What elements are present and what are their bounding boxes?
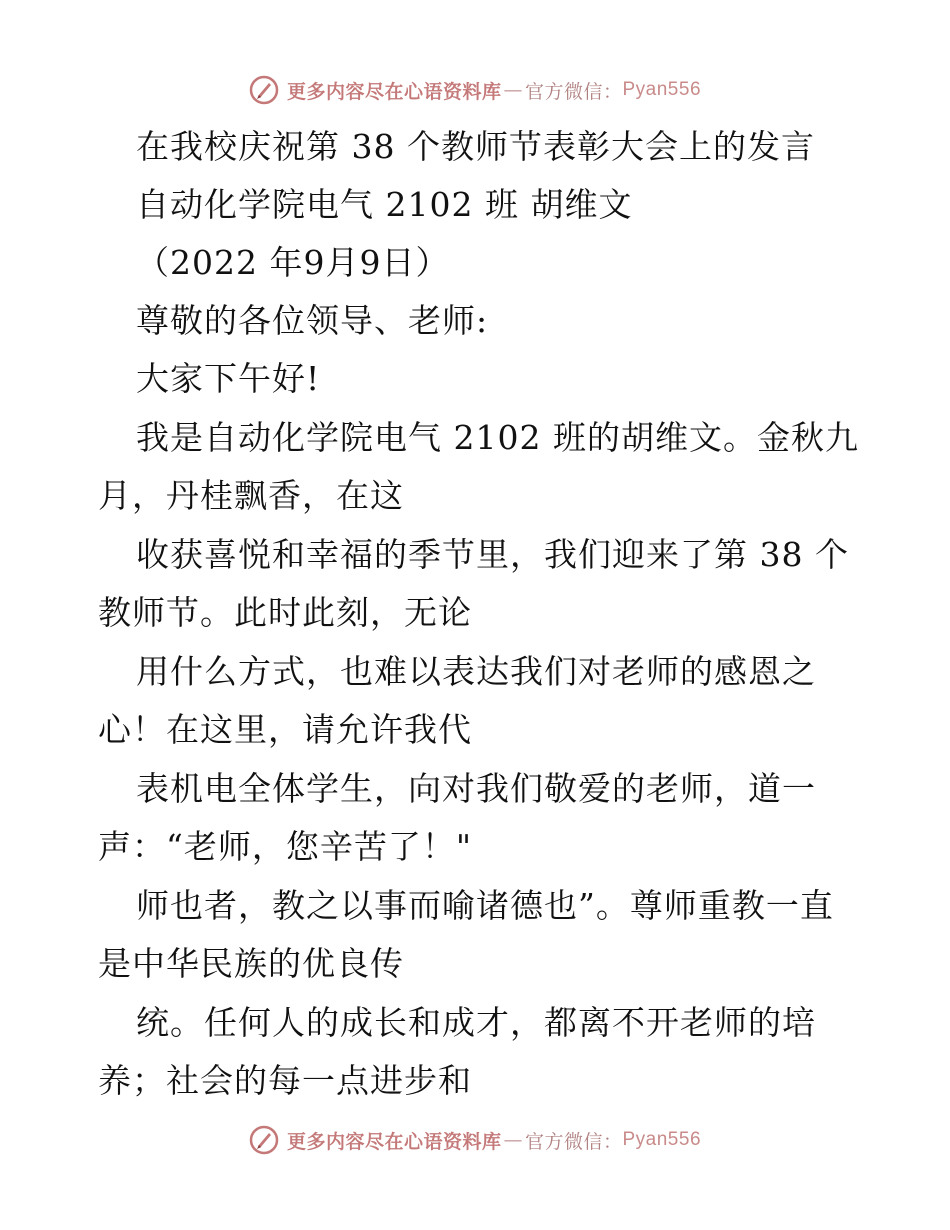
document-title: 在我校庆祝第 38 个教师节表彰大会上的发言 [136,127,815,166]
paragraph-line: 月，丹桂飘香，在这 [98,476,404,515]
quill-logo-icon [249,75,279,105]
paragraph-line: 养；社会的每一点进步和 [98,1061,472,1100]
footer-watermark [0,1122,950,1158]
quill-logo-icon [249,1125,279,1155]
paragraph-line: 表机电全体学生，向对我们敬爱的老师，道一 [136,769,816,808]
paragraph-line: 我是自动化学院电气 2102 班的胡维文。金秋九 [136,418,859,457]
watermark-text: 更多内容尽在心语资料库 [286,80,502,103]
paragraph-line: 教师节。此时此刻，无论 [98,593,472,632]
paragraph-line: 是中华民族的优良传 [98,944,404,983]
watermark-id: Pyan556 [622,79,702,100]
watermark-id: Pyan556 [622,1129,702,1150]
watermark-separator: — [503,1129,523,1151]
watermark-text: 更多内容尽在心语资料库 [286,1130,502,1153]
paragraph-line: 心！在这里，请允许我代 [98,710,472,749]
watermark-official: 官方微信： [524,1130,623,1153]
watermark-official: 官方微信： [524,80,623,103]
watermark-separator: — [503,79,523,101]
document-date: （2022 年9月9日） [136,243,450,282]
paragraph-line: 声：“老师，您辛苦了！" [98,827,473,866]
document-salutation: 尊敬的各位领导、老师: [136,301,489,340]
paragraph-line: 统。任何人的成长和成才，都离不开老师的培 [136,1003,816,1042]
paragraph-line: 收获喜悦和幸福的季节里，我们迎来了第 38 个 [136,535,849,574]
document-author: 自动化学院电气 2102 班 胡维文 [136,185,633,224]
document-greeting: 大家下午好! [136,359,321,398]
paragraph-line: 师也者，教之以事而喻诸德也”。尊师重教一直 [136,886,834,925]
paragraph-line: 用什么方式，也难以表达我们对老师的感恩之 [136,652,816,691]
header-watermark [0,72,950,108]
